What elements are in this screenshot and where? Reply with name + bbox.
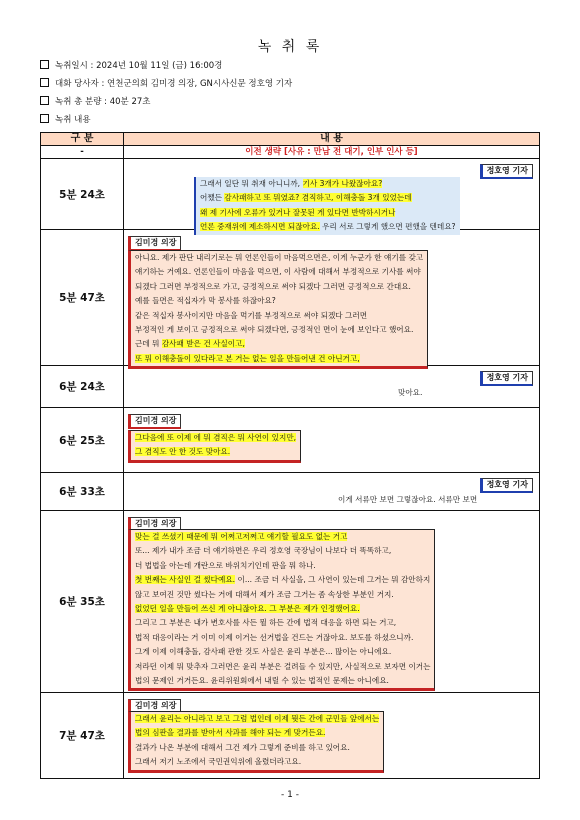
row-content bbox=[124, 473, 540, 511]
table-subheader bbox=[41, 146, 540, 159]
row-time: 6분 33초 bbox=[59, 486, 105, 498]
transcript-line bbox=[135, 352, 423, 366]
speech-bubble bbox=[334, 493, 481, 507]
checkbox-icon bbox=[40, 114, 49, 123]
transcript-line bbox=[135, 251, 423, 265]
transcript-line bbox=[200, 191, 456, 205]
checkbox-icon bbox=[40, 60, 49, 69]
highlighted-text: 맞는 걸 쓰셨기 때문에 뭐 어쩌고저쩌고 얘기할 필요도 없는 거고 bbox=[135, 532, 348, 541]
transcript-line bbox=[135, 445, 296, 459]
transcript-line bbox=[398, 386, 422, 400]
page-title: 녹 취 록 bbox=[257, 39, 323, 55]
text-segment: 되겠다 그러면 부정적으로 가고, 긍정적으로 써야 되겠다 그러면 긍정적으로 간대요. bbox=[135, 281, 411, 291]
text-segment: 더 법법을 아는데 개란으로 바위치기인데 판을 뭐 하나. bbox=[135, 560, 316, 570]
transcript-line bbox=[200, 177, 456, 191]
checkbox-icon bbox=[40, 96, 49, 105]
text-segment: 근데 뭐 bbox=[135, 339, 162, 349]
transcript-line bbox=[135, 559, 430, 573]
transcript-line bbox=[135, 674, 430, 688]
transcript-line bbox=[135, 431, 296, 445]
highlighted-text: 그 겸직도 안 한 것도 맞아요. bbox=[135, 447, 231, 457]
subheader-topic: 이전 생략 [사유 : 만남 전 대기, 인부 인사 등] bbox=[124, 146, 540, 159]
row-time: 6분 25초 bbox=[59, 434, 105, 447]
speech-bubble bbox=[128, 430, 301, 463]
speech-bubble bbox=[128, 711, 384, 773]
highlighted-text: 또 뭐 이해충돌이 있다라고 본 거는 없는 일을 만들어낸 건 아닌거고, bbox=[135, 353, 360, 363]
transcript-line bbox=[135, 741, 379, 755]
transcript-line bbox=[135, 726, 379, 740]
text-segment: 이게 서류만 보면 그렇잖아요. 서류만 보면 bbox=[338, 495, 478, 504]
transcript-table bbox=[40, 132, 540, 779]
meta-length-text: 녹취 총 분량 : 40분 27초 bbox=[55, 97, 151, 107]
speaker-label: 정호영 기자 bbox=[480, 371, 533, 386]
row-time: 6분 24초 bbox=[59, 381, 105, 393]
transcript-line bbox=[135, 631, 430, 645]
table-row bbox=[41, 159, 540, 230]
table-header bbox=[41, 133, 540, 146]
speaker-label: 김미경 의장 bbox=[128, 414, 181, 429]
text-segment: 그리고 그 부분은 내가 변호사를 사든 뭘 하든 간에 법적 대응을 하면 되는 거고, bbox=[135, 618, 397, 628]
row-content bbox=[124, 366, 540, 408]
row-time: 5분 47초 bbox=[59, 292, 105, 304]
text-segment: 그게 이제 이해충돌, 감사패 관한 것도 사실은 윤리 부분은... 많이는 아니에요. bbox=[135, 647, 392, 657]
highlighted-text: 법의 심판을 결과를 받아서 사과를 해야 되는 게 맞거든요. bbox=[135, 728, 326, 738]
text-segment: 않고 보여진 것만 썼다는 거에 대해서 제가 조금 그거는 좀 속상한 부분인 거지. bbox=[135, 589, 394, 599]
text-segment: 결과가 나온 부분에 대해서 그건 제가 그렇게 준비를 하고 있어요. bbox=[135, 742, 350, 752]
speaker-label: 정호영 기자 bbox=[480, 164, 533, 179]
text-segment: 법적 대응이라는 거 이미 이제 이거는 선거법을 건드는 거잖아요. 보도를 하셨으니까. bbox=[135, 632, 414, 642]
meta-content bbox=[40, 114, 91, 126]
text-segment: 얘기하는 거예요. 언론인들이 마음을 먹으면, 이 사람에 대해서 부정적으로 기사를 써야 bbox=[135, 267, 421, 277]
transcript-line bbox=[135, 616, 430, 630]
table-row bbox=[41, 230, 540, 366]
transcript-line bbox=[135, 309, 423, 323]
highlighted-text: 언론 중재위에 제소하시면 되잖아요. bbox=[200, 222, 320, 232]
row-time: 6분 35초 bbox=[59, 596, 105, 608]
speaker-label: 김미경 의장 bbox=[128, 699, 181, 714]
highlighted-text: 없었던 일을 만들어 쓰신 게 아니잖아요. 그 부분은 제가 인정했어요. bbox=[135, 604, 360, 614]
header-category: 구 분 bbox=[41, 133, 124, 146]
table-row bbox=[41, 473, 540, 511]
meta-date-text: 녹취일시 : 2024년 10월 11일 (금) 16:00경 bbox=[55, 61, 223, 71]
text-segment: 맞아요. bbox=[398, 388, 423, 397]
text-segment: 이... 조금 더 사실을, 그 사연이 있는데 그거는 뭐 감안하지 bbox=[235, 575, 431, 585]
transcript-line bbox=[200, 206, 456, 220]
table-row bbox=[41, 693, 540, 779]
speech-bubble bbox=[128, 529, 435, 691]
highlighted-text: 그다음에 또 이제 에 뭐 겸직은 뭐 사연이 있지만, bbox=[135, 433, 297, 442]
transcript-line bbox=[135, 645, 430, 659]
speech-bubble bbox=[128, 250, 428, 369]
text-segment: 그래서 일단 뭐 취재 아니니까, bbox=[200, 179, 303, 188]
meta-participants-text: 대화 당사자 : 연천군의회 김미경 의장, GN시사신문 정호영 기자 bbox=[55, 79, 293, 89]
highlighted-text: 감사패 받은 건 사실이고, bbox=[161, 339, 245, 349]
transcript-line bbox=[135, 530, 430, 544]
transcript-line bbox=[135, 712, 379, 726]
transcript-line bbox=[135, 602, 430, 616]
meta-content-text: 녹취 내용 bbox=[55, 115, 91, 125]
highlighted-text: 그래서 윤리는 아니라고 보고 그럼 법인데 이제 뭣든 간에 군민들 앞에서는 bbox=[135, 714, 380, 723]
transcript-line bbox=[135, 660, 430, 674]
transcript-line bbox=[135, 573, 430, 587]
transcript-line bbox=[338, 493, 477, 507]
checkbox-icon bbox=[40, 78, 49, 87]
row-content bbox=[124, 230, 540, 366]
text-segment: 부정적인 게 보이고 긍정적으로 써야 되겠다면, 긍정적인 면이 눈에 보인다고 했어요. bbox=[135, 325, 414, 335]
speech-bubble bbox=[194, 177, 460, 235]
transcript-line bbox=[135, 280, 423, 294]
transcript-line bbox=[135, 337, 423, 351]
highlighted-text: 감사패하고 또 뭐였죠? 겸직하고, 이해충돌 3개 있었는데 bbox=[224, 193, 412, 203]
text-segment: 예를 들면은 적십자가 막 봉사를 하잖아요? bbox=[135, 296, 276, 306]
meta-date bbox=[40, 60, 222, 72]
text-segment: 우리 서로 그렇게 했으면 편했을 텐데요? bbox=[319, 222, 456, 232]
row-time: 5분 24초 bbox=[59, 188, 105, 201]
transcript-line bbox=[135, 755, 379, 769]
speech-bubble bbox=[394, 386, 426, 400]
transcript-line bbox=[135, 544, 430, 558]
transcript-line bbox=[135, 588, 430, 602]
meta-length bbox=[40, 96, 150, 108]
transcript-line bbox=[135, 294, 423, 308]
text-segment: 저라던 이제 뭐 맞추자 그러면은 윤리 부분은 걸려들 수 있지만, 사실적으로 보자면 이거는 bbox=[135, 661, 431, 671]
transcript-line bbox=[135, 323, 423, 337]
row-content bbox=[124, 408, 540, 473]
table-row bbox=[41, 511, 540, 693]
row-content bbox=[124, 159, 540, 230]
row-content bbox=[124, 693, 540, 779]
table-row bbox=[41, 366, 540, 408]
page-number: - 1 - bbox=[281, 790, 299, 800]
text-segment: 같은 적십자 봉사이지만 마음을 먹기를 부정적으로 써야 되겠다 그러면 bbox=[135, 310, 368, 320]
speaker-label: 정호영 기자 bbox=[480, 478, 533, 493]
text-segment: 아니요. 제가 판단 내리기로는 뭐 언론인들이 마음먹으면은, 이게 누군가 한 얘기를 갖고 bbox=[135, 253, 424, 262]
header-content: 내 용 bbox=[124, 133, 540, 146]
meta-participants bbox=[40, 78, 292, 90]
transcript-line bbox=[135, 265, 423, 279]
row-content bbox=[124, 511, 540, 693]
text-segment: 그래서 저기 노조에서 국민권익위에 올렸더라고요. bbox=[135, 757, 302, 767]
speaker-label: 김미경 의장 bbox=[128, 517, 181, 532]
text-segment: 또... 제가 내가 조금 더 얘기하면은 우리 정호영 국장님이 나보다 더 똑똑하고, bbox=[135, 546, 392, 556]
text-segment: 법의 문제인 거거든요. 윤리위원회에서 내릴 수 있는 법적인 문제는 아니에요. bbox=[135, 676, 389, 686]
speaker-label: 김미경 의장 bbox=[128, 236, 181, 251]
highlighted-text: 왜 제 기사에 오류가 있거나 잘못된 게 있다면 반박하시거나 bbox=[200, 207, 396, 217]
table-row bbox=[41, 408, 540, 473]
row-time: 7분 47초 bbox=[59, 730, 105, 742]
text-segment: 어쨌든 bbox=[200, 193, 225, 203]
subheader-dash: - bbox=[41, 146, 124, 159]
highlighted-text: 첫 번째는 사실인 걸 썼다예요. bbox=[135, 575, 236, 585]
highlighted-text: 기사 3개가 나왔잖아요? bbox=[302, 179, 383, 188]
